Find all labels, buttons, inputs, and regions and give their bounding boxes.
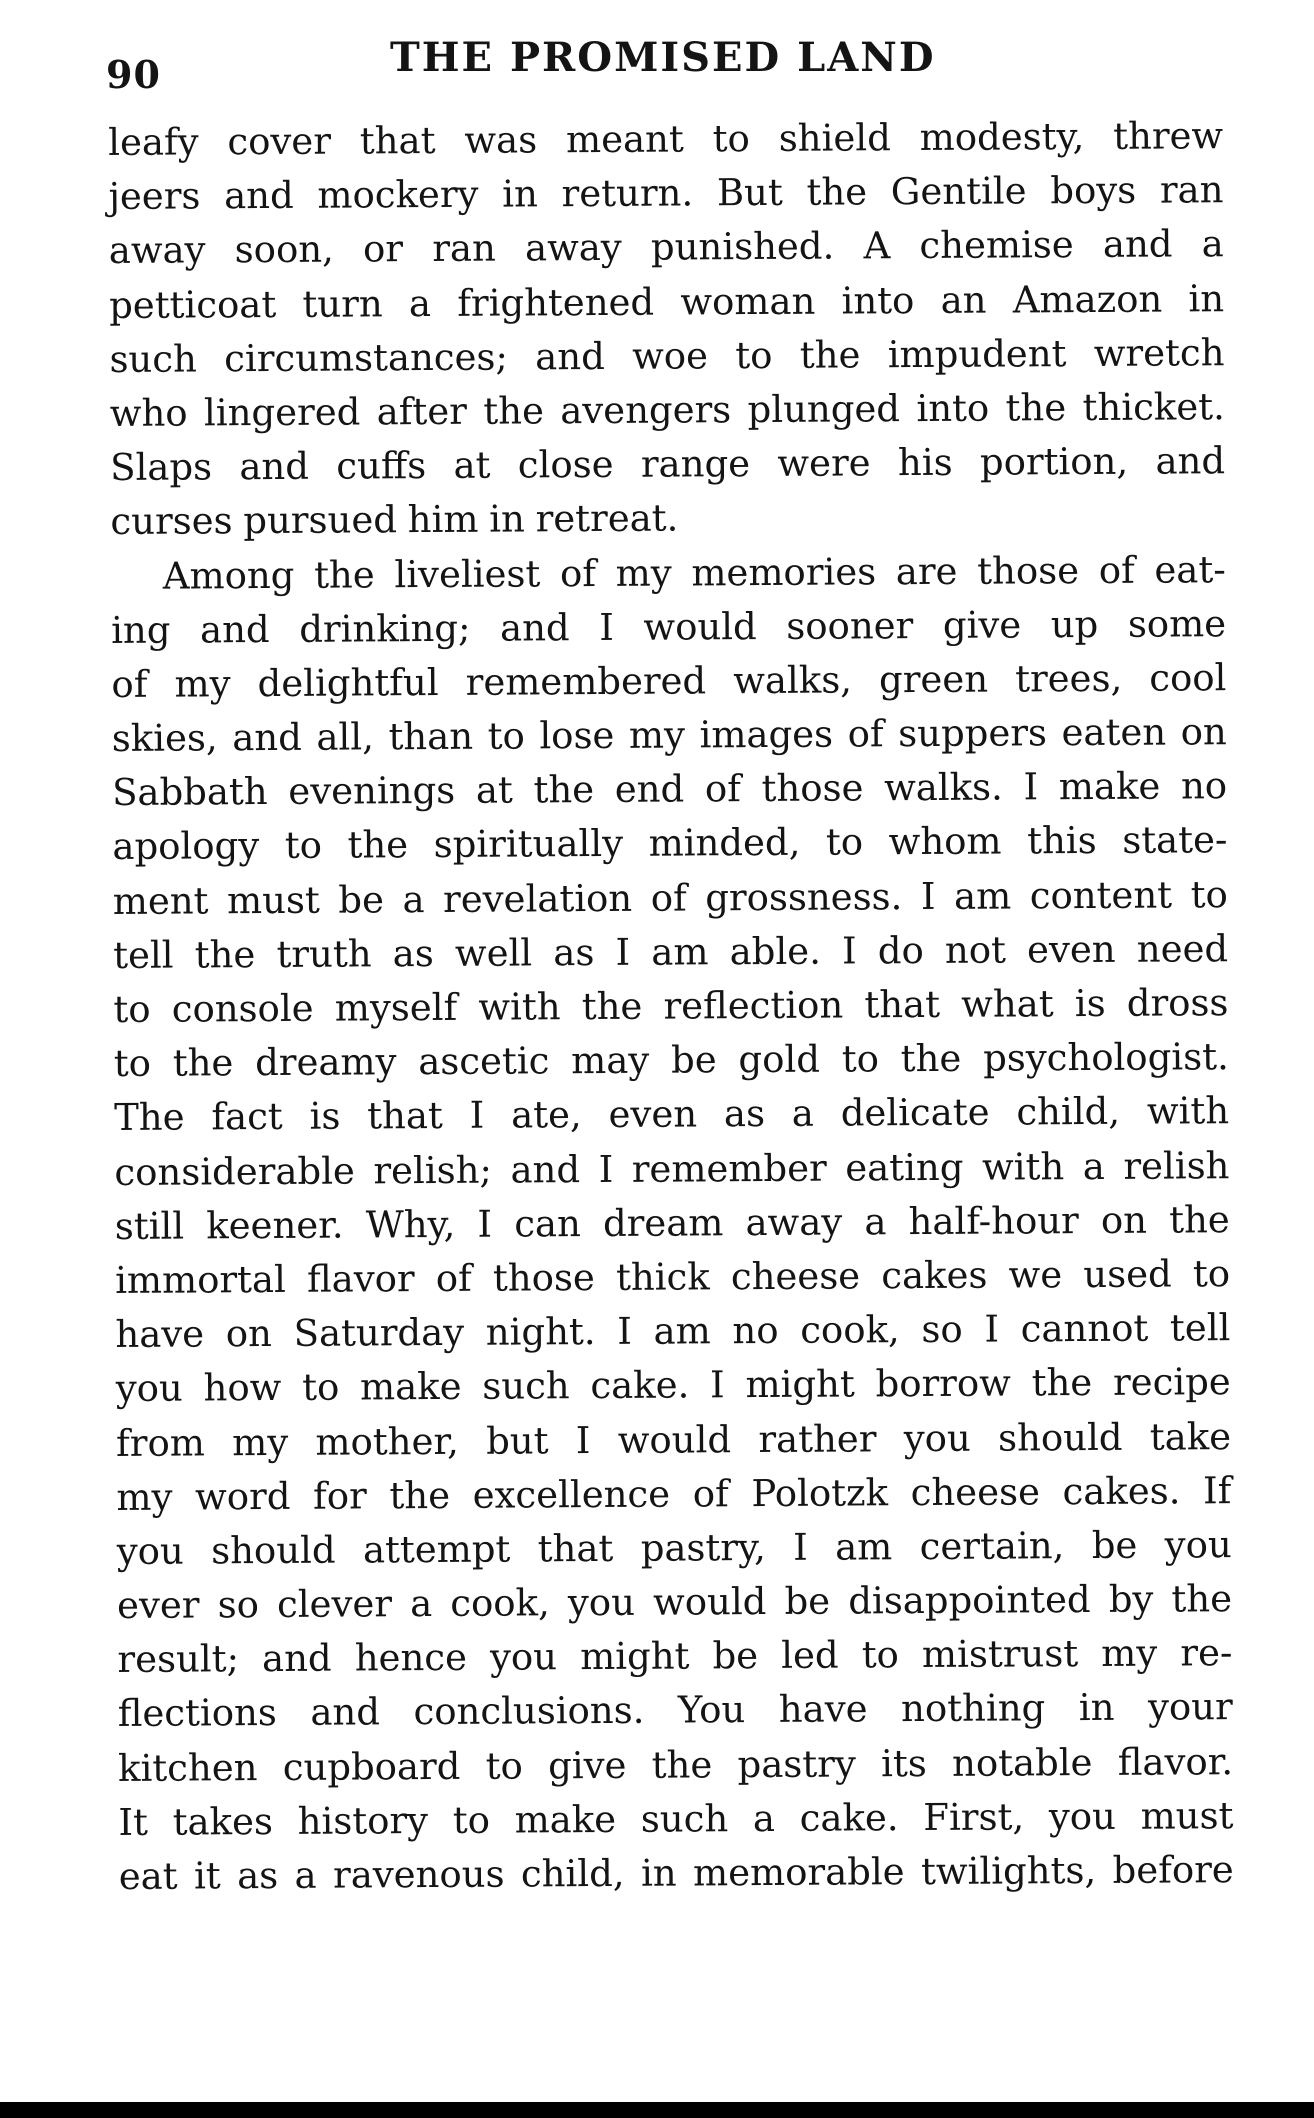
text-line: such circumstances; and woe to the impudent wretch — [109, 330, 1225, 381]
text-line: ing and drinking; and I would sooner give up some — [111, 601, 1227, 652]
scan-bottom-edge — [0, 2102, 1314, 2118]
text-line: of my delightful remembered walks, green trees, cool — [111, 656, 1227, 706]
text-line: to the dreamy ascetic may be gold to the psychologist. — [113, 1035, 1229, 1086]
text-line: from my mother, but I would rather you should take — [115, 1414, 1232, 1465]
text-line: ment must be a revelation of grossness. I am content to — [112, 872, 1228, 923]
text-line: away soon, or ran away punished. A chemise and a — [108, 222, 1224, 273]
text-line: leafy cover that was meant to shield modesty, threw — [108, 114, 1224, 164]
text-line: The fact is that I ate, even as a delicate child, with — [113, 1089, 1230, 1140]
text-line: Sabbath evenings at the end of those walks. I make no — [112, 764, 1228, 815]
running-title: THE PROMISED LAND — [390, 34, 936, 81]
text-line: skies, and all, than to lose my images of suppers eaten on — [111, 710, 1227, 761]
text-line: who lingered after the avengers plunged into the thicket. — [109, 385, 1225, 435]
body-text — [108, 109, 1234, 1904]
text-line: jeers and mockery in return. But the Gentile boys ran — [108, 168, 1224, 219]
text-line: you how to make such cake. I might borrow the recipe — [115, 1360, 1231, 1411]
text-line: apology to the spiritually minded, to whom this state- — [112, 818, 1228, 869]
page-number: 90 — [106, 52, 161, 97]
text-line: you should attempt that pastry, I am certain, be you — [116, 1523, 1232, 1573]
text-line: kitchen cupboard to give the pastry its notable flavor. — [117, 1739, 1234, 1790]
paragraph-end-line: curses pursued him in retreat. — [110, 496, 679, 544]
text-line: tell the truth as well as I am able. I do not even need — [112, 926, 1229, 977]
text-line: immortal flavor of those thick cheese cakes we used to — [114, 1252, 1231, 1302]
text-line: to console myself with the reflection that what is dross — [113, 981, 1229, 1031]
text-line: eat it as a ravenous child, in memorable twilights, before — [118, 1848, 1234, 1898]
text-line: flections and conclusions. You have nothing in your — [117, 1685, 1233, 1736]
text-line: considerable relish; and I remember eating with a relish — [114, 1143, 1230, 1194]
text-line: still keener. Why, I can dream away a half-hour on the — [114, 1197, 1230, 1248]
text-line: have on Saturday night. I am no cook, so I cannot tell — [115, 1306, 1231, 1357]
text-line: It takes history to make such a cake. First, you must — [118, 1793, 1234, 1844]
text-line: result; and hence you might be led to mistrust my re- — [117, 1631, 1233, 1682]
text-line: ever so clever a cook, you would be disappointed by the — [116, 1577, 1233, 1628]
paragraph-start-line: Among the liveliest of my memories are those of eat- — [162, 547, 1226, 598]
text-line: Slaps and cuffs at close range were his portion, and — [110, 439, 1226, 490]
page-header — [100, 34, 1220, 97]
text-line: petticoat turn a frightened woman into an Amazon in — [109, 276, 1225, 327]
text-line: my word for the excellence of Polotzk cheese cakes. If — [116, 1468, 1232, 1519]
